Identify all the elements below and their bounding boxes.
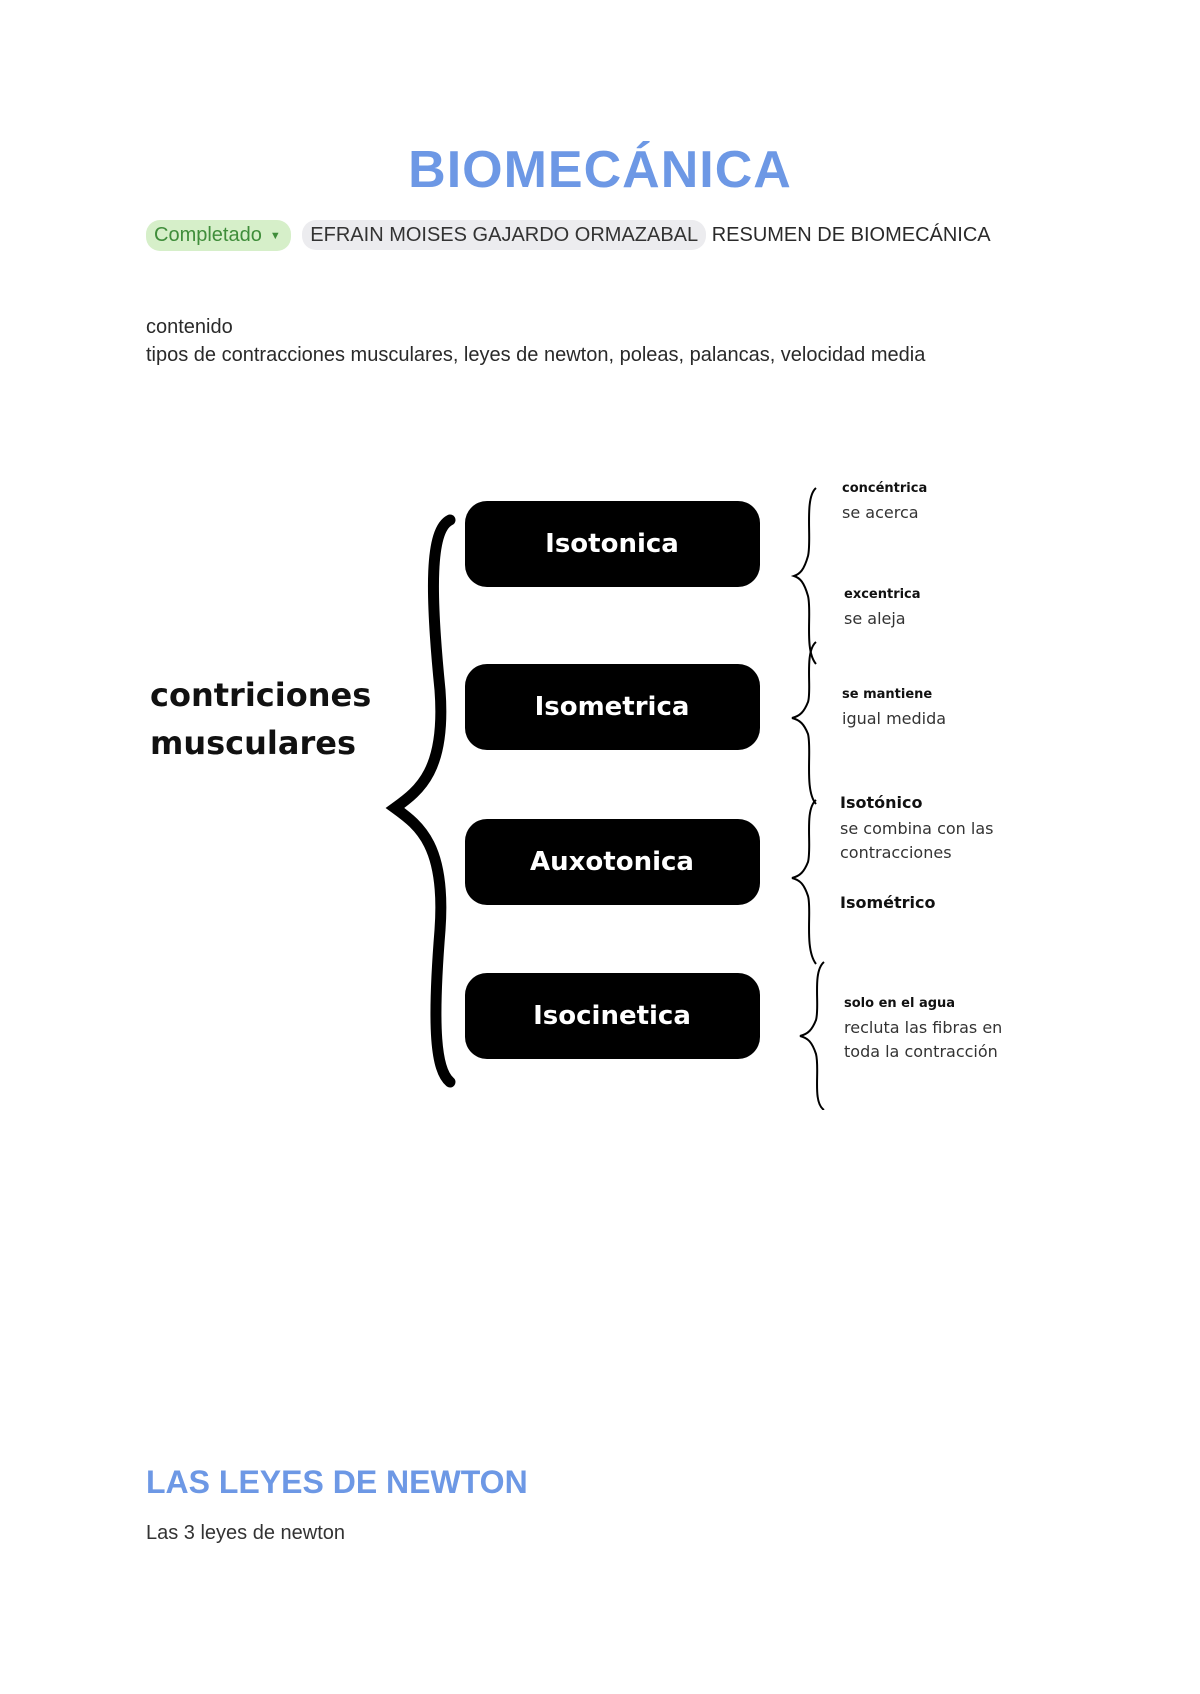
type-pill-auxotonica [465,819,760,905]
note-isometrica-title: se mantiene [842,687,933,702]
note-isometrico-title: Isométrico [840,893,936,912]
status-chip[interactable] [146,220,291,251]
person-chip[interactable]: EFRAIN MOISES GAJARDO ORMAZABAL [302,220,706,250]
section-heading-newton: LAS LEYES DE NEWTON [146,1464,528,1500]
type-pill-isocinetica [465,973,760,1059]
section-text-newton: Las 3 leyes de newton [146,1522,346,1544]
brace-auxotonica [792,800,816,964]
type-label-isocinetica: Isocinetica [533,1001,691,1031]
note-auxotonica-text1: se combina con las [840,819,994,838]
type-pill-isometrica [465,664,760,750]
type-label-auxotonica: Auxotonica [530,847,694,877]
note-isocinetica-text2: toda la contracción [844,1042,998,1061]
note-isotonico-title: Isotónico [840,793,923,812]
type-label-isometrica: Isometrica [534,692,690,722]
note-isocinetica-text1: recluta las fibras en [844,1018,1003,1037]
type-pill-isotonica [465,501,760,587]
document-meta [146,219,1076,251]
note-auxotonica-text2: contracciones [840,843,952,862]
status-chip-label: Completado [154,224,262,246]
diagram-main-label-line1: contriciones [150,676,372,714]
note-excentrica-text: se aleja [844,609,906,628]
document-title: BIOMECÁNICA [408,141,792,199]
brace-isotonica [794,488,816,664]
note-excentrica-title: excentrica [844,587,921,602]
note-concentrica-text: se acerca [842,503,919,522]
note-isometrica-text: igual medida [842,709,947,728]
note-isocinetica-title: solo en el agua [844,996,956,1011]
brace-isocinetica [800,962,824,1110]
chevron-down-icon: ▼ [269,230,281,242]
contenido-label: contenido [146,316,233,338]
note-concentrica-title: concéntrica [842,481,928,496]
contenido-text: tipos de contracciones musculares, leyes de newton, poleas, palancas, velocidad media [146,344,926,366]
contractions-diagram [140,470,1040,1110]
main-brace [395,520,450,1082]
document-subtitle: RESUMEN DE BIOMECÁNICA [711,224,991,246]
brace-isometrica [792,642,816,804]
type-label-isotonica: Isotonica [545,529,679,559]
diagram-main-label-line2: musculares [150,724,357,762]
